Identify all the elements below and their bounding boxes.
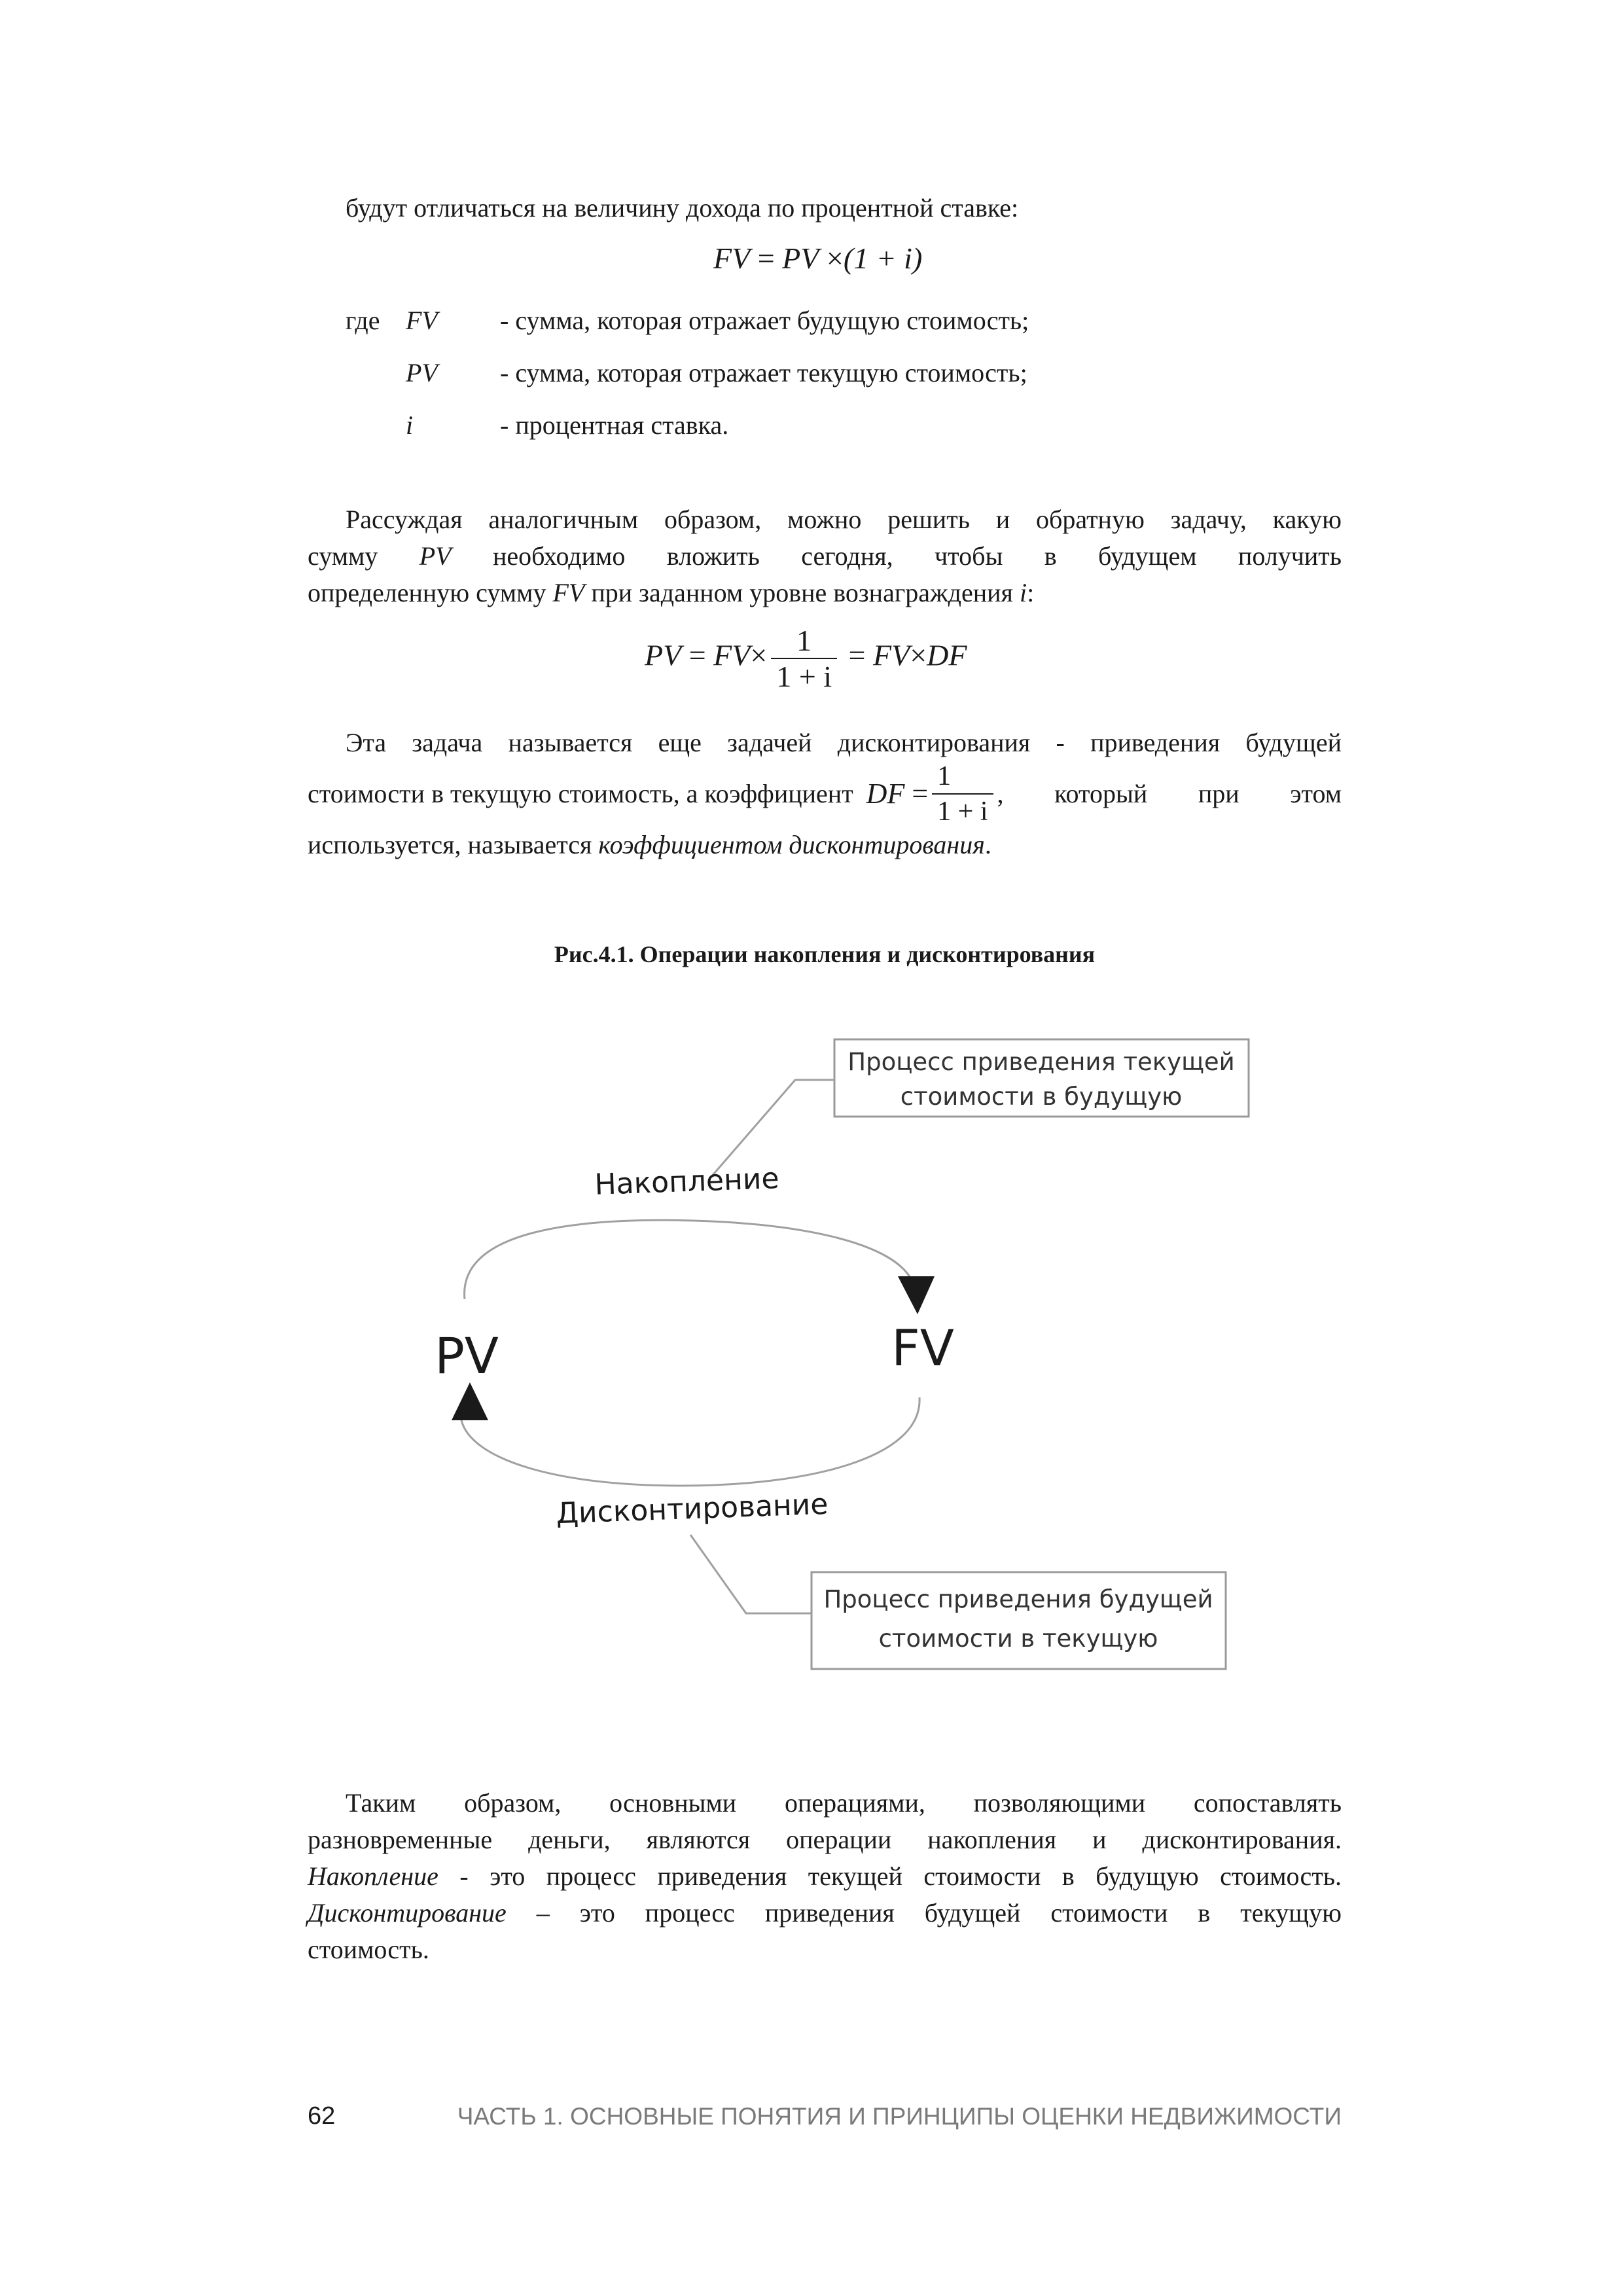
formula1-paren: (1 + i) <box>843 242 923 275</box>
where-word: где <box>346 306 380 335</box>
paragraph-conclusion <box>308 1785 1342 1968</box>
definition-row <box>346 302 1262 355</box>
definition-row <box>346 355 1262 407</box>
para4-line: Дисконтирование – это процесс приведения будущей стоимости в текущую <box>308 1898 1342 1928</box>
page-number: 62 <box>308 2102 336 2130</box>
para4-line: Накопление - это процесс приведения текущей стоимости в будущую стоимость. <box>308 1861 1342 1891</box>
para2-line: сумму PV необходимо вложить сегодня, чтобы в будущем получить <box>308 541 1342 571</box>
definition-symbol: PV <box>406 358 438 387</box>
para3-line: Эта задача называется еще задачей дисконтирования - приведения будущей <box>346 728 1342 757</box>
fv-node: FV <box>891 1319 954 1377</box>
arrow-up-icon <box>452 1382 488 1420</box>
para4-line: разновременные деньги, являются операции накопления и дисконтирования. <box>308 1825 1342 1854</box>
para2-line: Рассуждая аналогичным образом, можно решить и обратную задачу, какую <box>346 505 1342 534</box>
top-box-line2: стоимости в будущую <box>900 1083 1183 1111</box>
definition-symbol: FV <box>406 306 438 335</box>
definition-symbol: i <box>406 410 414 440</box>
figure-caption: Рис.4.1. Операции накопления и дисконтирования <box>554 941 1096 967</box>
definition-text: - сумма, которая отражает будущую стоимость; <box>500 306 1029 335</box>
intro-text: будут отличаться на величину дохода по процентной ставке: <box>346 193 1019 223</box>
formula2-fraction: $\frac{1}{1 + i}$ <box>771 623 837 694</box>
intro-line <box>346 190 1347 226</box>
bottom-connector-line <box>690 1535 812 1613</box>
definition-list <box>346 302 1262 459</box>
accumulation-label: Накопление <box>594 1162 780 1202</box>
arrow-down-icon <box>898 1276 935 1314</box>
formula1-rhs-var: PV <box>782 242 819 275</box>
discounting-arc <box>461 1397 919 1486</box>
bottom-box-line1: Процесс приведения будущей <box>823 1585 1213 1613</box>
para3-line: стоимости в текущую стоимость, а коэффициент DF = $\frac{1}{1 + i}$ , который при этом <box>308 761 1342 827</box>
definition-text: - процентная ставка. <box>500 410 729 440</box>
formula-pv: PV = FV× $\frac{1}{1 + i}$ = FV×DF <box>645 624 967 693</box>
para4-line: Таким образом, основными операциями, позволяющими сопоставлять <box>346 1788 1342 1818</box>
bottom-box-line2: стоимости в текущую <box>878 1624 1158 1653</box>
discounting-label: Дисконтирование <box>555 1487 829 1531</box>
definition-row <box>346 407 1262 459</box>
formula-fv: FV = PV ×(1 + i) <box>713 242 923 275</box>
paragraph-inverse-task <box>308 501 1342 611</box>
df-fraction: $\frac{1}{1 + i}$ <box>932 759 993 829</box>
para3-line: используется, называется коэффициентом дисконтирования. <box>308 830 991 859</box>
pv-node: PV <box>435 1327 499 1385</box>
accumulation-discounting-diagram <box>0 982 1623 1734</box>
formula1-lhs: FV <box>713 242 751 275</box>
running-title: ЧАСТЬ 1. ОСНОВНЫЕ ПОНЯТИЯ И ПРИНЦИПЫ ОЦЕНКИ НЕДВИЖИМОСТИ <box>457 2103 1342 2130</box>
paragraph-discounting <box>308 725 1342 863</box>
accumulation-arc <box>465 1220 913 1299</box>
definition-text: - сумма, которая отражает текущую стоимость; <box>500 358 1027 387</box>
para2-line: определенную сумму FV при заданном уровне вознаграждения i: <box>308 578 1035 607</box>
top-box-line1: Процесс приведения текущей <box>847 1048 1235 1076</box>
para4-line: стоимость. <box>308 1935 429 1964</box>
